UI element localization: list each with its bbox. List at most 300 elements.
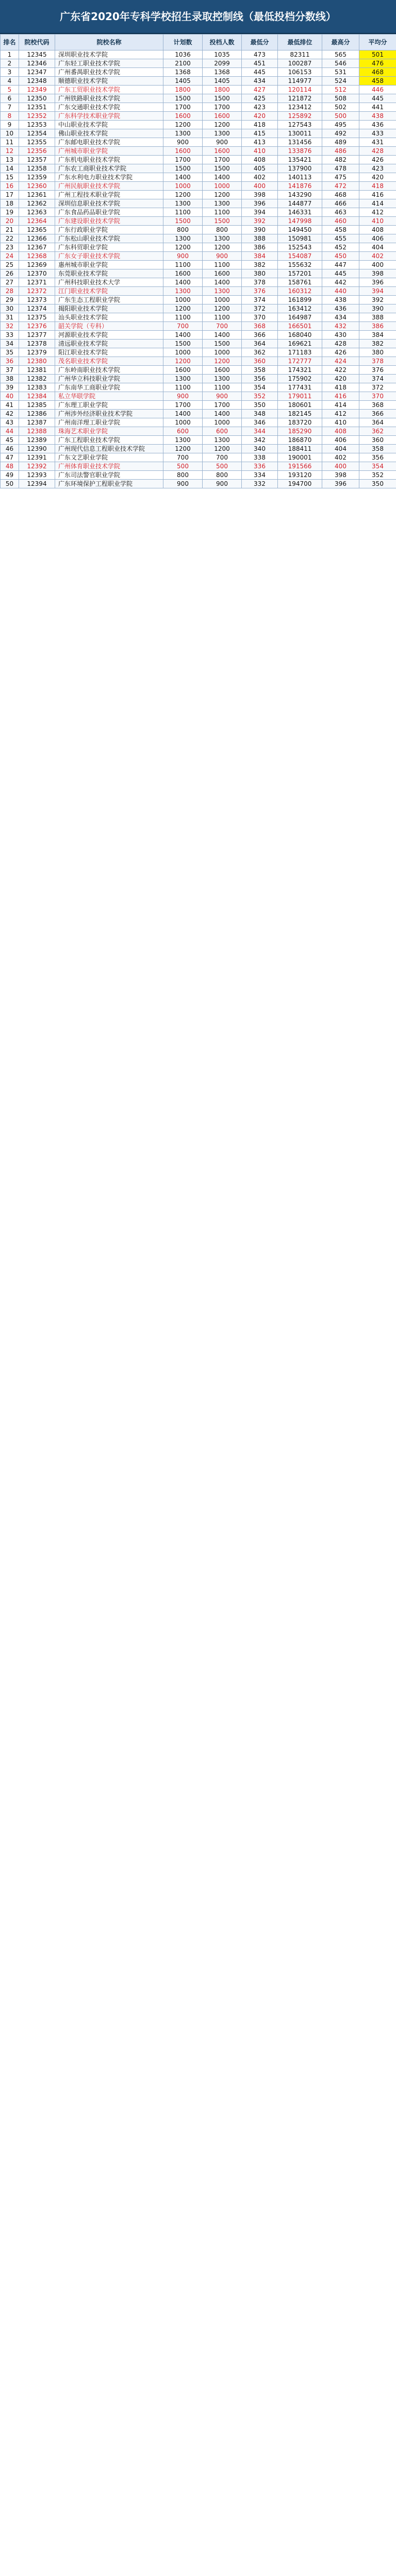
cell-admitted: 1000 [203,182,242,191]
cell-name: 广东食品药品职业学院 [55,208,163,217]
cell-admitted: 1400 [203,173,242,182]
cell-code: 12393 [19,471,55,480]
table-row [1,199,396,208]
cell-min: 382 [242,261,278,269]
cell-plan: 1200 [163,191,203,199]
cell-name: 江门职业技术学院 [55,287,163,296]
cell-min: 427 [242,86,278,94]
cell-max: 440 [322,287,359,296]
cell-rank_min: 152543 [278,243,322,252]
cell-avg: 446 [359,86,396,94]
table-row [1,156,396,164]
cell-admitted: 1700 [203,103,242,112]
cell-max: 432 [322,322,359,331]
cell-min: 398 [242,191,278,199]
cell-plan: 1500 [163,217,203,226]
cell-name: 广州科技职业技术大学 [55,278,163,287]
cell-code: 12374 [19,304,55,313]
cell-name: 广东岭南职业技术学院 [55,366,163,375]
column-header: 院校代码 [19,35,55,50]
cell-max: 466 [322,199,359,208]
cell-avg: 402 [359,252,396,261]
cell-min: 364 [242,340,278,348]
cell-admitted: 1400 [203,331,242,340]
table-row [1,261,396,269]
cell-admitted: 1600 [203,147,242,156]
table-row [1,331,396,340]
cell-min: 352 [242,392,278,401]
cell-max: 442 [322,278,359,287]
table-row [1,173,396,182]
table-row [1,462,396,471]
cell-rank: 11 [1,138,19,147]
cell-rank: 4 [1,77,19,86]
cell-code: 12385 [19,401,55,410]
cell-min: 420 [242,112,278,121]
cell-code: 12352 [19,112,55,121]
cell-avg: 433 [359,129,396,138]
cell-rank_min: 127543 [278,121,322,129]
cell-name: 广州铁路职业技术学院 [55,94,163,103]
cell-rank_min: 191566 [278,462,322,471]
cell-name: 深圳职业技术学院 [55,50,163,59]
cell-rank: 30 [1,304,19,313]
cell-code: 12351 [19,103,55,112]
table-row [1,445,396,453]
cell-avg: 356 [359,453,396,462]
cell-rank: 26 [1,269,19,278]
table-row [1,129,396,138]
column-header: 投档人数 [203,35,242,50]
table-row [1,50,396,59]
cell-rank: 38 [1,375,19,383]
cell-code: 12384 [19,392,55,401]
cell-avg: 364 [359,418,396,427]
cell-min: 378 [242,278,278,287]
column-header: 院校名称 [55,35,163,50]
cell-avg: 441 [359,103,396,112]
cell-code: 12372 [19,287,55,296]
cell-min: 380 [242,269,278,278]
cell-avg: 386 [359,322,396,331]
cell-rank_min: 114977 [278,77,322,86]
cell-admitted: 1300 [203,129,242,138]
cell-max: 426 [322,348,359,357]
cell-max: 438 [322,296,359,304]
cell-min: 415 [242,129,278,138]
table-row [1,392,396,401]
cell-rank_min: 130011 [278,129,322,138]
cell-rank_min: 149450 [278,226,322,234]
cell-max: 402 [322,453,359,462]
cell-code: 12389 [19,436,55,445]
cell-avg: 400 [359,261,396,269]
cell-code: 12379 [19,348,55,357]
cell-code: 12360 [19,182,55,191]
cell-name: 广东松山职业技术学院 [55,234,163,243]
cell-min: 354 [242,383,278,392]
column-header: 最高分 [322,35,359,50]
cell-rank: 49 [1,471,19,480]
cell-code: 12355 [19,138,55,147]
cell-admitted: 900 [203,138,242,147]
table-row [1,480,396,488]
cell-rank_min: 147998 [278,217,322,226]
table-row [1,340,396,348]
cell-min: 360 [242,357,278,366]
cell-rank: 46 [1,445,19,453]
cell-avg: 404 [359,243,396,252]
cell-rank: 48 [1,462,19,471]
table-row [1,121,396,129]
table-row [1,252,396,261]
cell-min: 344 [242,427,278,436]
cell-admitted: 1300 [203,375,242,383]
cell-avg: 388 [359,313,396,322]
cell-name: 广州民航职业技术学院 [55,182,163,191]
cell-plan: 1500 [163,94,203,103]
cell-plan: 1300 [163,199,203,208]
cell-rank: 41 [1,401,19,410]
cell-rank_min: 166501 [278,322,322,331]
cell-plan: 1600 [163,112,203,121]
cell-admitted: 700 [203,453,242,462]
cell-name: 东莞职业技术学院 [55,269,163,278]
cell-avg: 410 [359,217,396,226]
cell-max: 478 [322,164,359,173]
column-header: 最低排位 [278,35,322,50]
cell-rank: 47 [1,453,19,462]
table-row [1,357,396,366]
table-row [1,208,396,217]
cell-rank_min: 154087 [278,252,322,261]
cell-avg: 394 [359,287,396,296]
cell-rank_min: 144877 [278,199,322,208]
cell-avg: 390 [359,304,396,313]
cell-min: 368 [242,322,278,331]
table-row [1,410,396,418]
cell-rank_min: 143290 [278,191,322,199]
cell-name: 汕头职业技术学院 [55,313,163,322]
cell-name: 广东女子职业技术学院 [55,252,163,261]
cell-avg: 362 [359,427,396,436]
cell-avg: 431 [359,138,396,147]
cell-rank: 14 [1,164,19,173]
cell-admitted: 900 [203,252,242,261]
cell-code: 12377 [19,331,55,340]
cell-rank: 31 [1,313,19,322]
cell-name: 广州南洋理工职业学院 [55,418,163,427]
cell-rank: 50 [1,480,19,488]
cell-code: 12362 [19,199,55,208]
table-row [1,243,396,252]
cell-avg: 366 [359,410,396,418]
cell-plan: 1405 [163,77,203,86]
cell-rank_min: 155632 [278,261,322,269]
cell-code: 12354 [19,129,55,138]
cell-min: 372 [242,304,278,313]
cell-rank: 42 [1,410,19,418]
cell-code: 12357 [19,156,55,164]
table-row [1,112,396,121]
cell-plan: 1300 [163,436,203,445]
cell-code: 12364 [19,217,55,226]
cell-max: 436 [322,304,359,313]
cell-min: 370 [242,313,278,322]
cell-name: 广东生态工程职业学院 [55,296,163,304]
cell-admitted: 1300 [203,234,242,243]
table-row [1,77,396,86]
cell-max: 455 [322,234,359,243]
cell-min: 388 [242,234,278,243]
cell-rank: 17 [1,191,19,199]
cell-max: 500 [322,112,359,121]
cell-rank_min: 186870 [278,436,322,445]
cell-name: 广东水利电力职业技术学院 [55,173,163,182]
cell-min: 342 [242,436,278,445]
cell-min: 366 [242,331,278,340]
table-row [1,147,396,156]
cell-max: 495 [322,121,359,129]
cell-code: 12361 [19,191,55,199]
cell-name: 广州番禺职业技术学院 [55,68,163,77]
cell-min: 358 [242,366,278,375]
cell-min: 346 [242,418,278,427]
cell-admitted: 1600 [203,112,242,121]
cell-admitted: 1100 [203,208,242,217]
cell-max: 508 [322,94,359,103]
table-header [1,35,396,50]
cell-plan: 800 [163,226,203,234]
cell-avg: 438 [359,112,396,121]
cell-admitted: 1100 [203,383,242,392]
cell-max: 463 [322,208,359,217]
cell-name: 惠州城市职业学院 [55,261,163,269]
cell-rank_min: 125892 [278,112,322,121]
cell-name: 广东农工商职业技术学院 [55,164,163,173]
cell-admitted: 800 [203,226,242,234]
cell-rank: 43 [1,418,19,427]
cell-code: 12390 [19,445,55,453]
cell-avg: 378 [359,357,396,366]
cell-avg: 372 [359,383,396,392]
cell-rank_min: 150981 [278,234,322,243]
cell-name: 河源职业技术学院 [55,331,163,340]
cell-rank_min: 121872 [278,94,322,103]
cell-rank_min: 185290 [278,427,322,436]
table-row [1,366,396,375]
cell-admitted: 1000 [203,418,242,427]
cell-code: 12394 [19,480,55,488]
cell-rank: 45 [1,436,19,445]
cell-plan: 1000 [163,418,203,427]
cell-plan: 1300 [163,375,203,383]
cell-max: 452 [322,243,359,252]
cell-code: 12368 [19,252,55,261]
cell-rank: 5 [1,86,19,94]
table-row [1,313,396,322]
cell-max: 447 [322,261,359,269]
cell-rank_min: 160312 [278,287,322,296]
cell-rank: 3 [1,68,19,77]
cell-rank: 10 [1,129,19,138]
table-row [1,304,396,313]
cell-max: 410 [322,418,359,427]
cell-plan: 1400 [163,173,203,182]
cell-avg: 423 [359,164,396,173]
cell-rank: 29 [1,296,19,304]
cell-max: 445 [322,269,359,278]
cell-plan: 900 [163,480,203,488]
cell-plan: 1400 [163,410,203,418]
table-row [1,191,396,199]
page-title: 广东省2020年专科学校招生录取控制线（最低投档分数线） [0,0,396,34]
cell-min: 332 [242,480,278,488]
cell-rank: 8 [1,112,19,121]
cell-avg: 412 [359,208,396,217]
table-row [1,138,396,147]
table-row [1,269,396,278]
cell-code: 12388 [19,427,55,436]
table-row [1,103,396,112]
cell-max: 418 [322,383,359,392]
cell-max: 416 [322,392,359,401]
cell-name: 广东机电职业技术学院 [55,156,163,164]
table-row [1,296,396,304]
cell-code: 12359 [19,173,55,182]
table-row [1,375,396,383]
cell-admitted: 1500 [203,94,242,103]
cell-min: 451 [242,59,278,68]
cell-min: 402 [242,173,278,182]
cell-code: 12375 [19,313,55,322]
cell-rank: 37 [1,366,19,375]
cell-min: 356 [242,375,278,383]
cell-avg: 382 [359,340,396,348]
cell-avg: 406 [359,234,396,243]
cell-plan: 1600 [163,147,203,156]
cell-plan: 1500 [163,164,203,173]
cell-rank_min: 193120 [278,471,322,480]
cell-admitted: 1700 [203,401,242,410]
cell-rank: 1 [1,50,19,59]
cell-plan: 1700 [163,156,203,164]
cell-rank_min: 177431 [278,383,322,392]
cell-plan: 1400 [163,278,203,287]
cell-max: 396 [322,480,359,488]
cell-rank_min: 131456 [278,138,322,147]
cell-rank_min: 169621 [278,340,322,348]
cell-plan: 1600 [163,269,203,278]
cell-rank_min: 123412 [278,103,322,112]
cell-plan: 1036 [163,50,203,59]
cell-plan: 1600 [163,366,203,375]
cell-name: 清远职业技术学院 [55,340,163,348]
cell-plan: 1800 [163,86,203,94]
cell-avg: 436 [359,121,396,129]
cell-min: 445 [242,68,278,77]
cell-rank: 7 [1,103,19,112]
cell-plan: 1300 [163,234,203,243]
cell-name: 顺德职业技术学院 [55,77,163,86]
cell-name: 广东交通职业技术学院 [55,103,163,112]
cell-max: 404 [322,445,359,453]
cell-name: 广东理工职业学院 [55,401,163,410]
cell-name: 私立华联学院 [55,392,163,401]
cell-plan: 1700 [163,401,203,410]
cell-min: 376 [242,287,278,296]
cell-min: 350 [242,401,278,410]
cell-rank: 22 [1,234,19,243]
cell-plan: 800 [163,471,203,480]
table-row [1,436,396,445]
cell-max: 531 [322,68,359,77]
cell-admitted: 1000 [203,296,242,304]
cell-code: 12386 [19,410,55,418]
table-row [1,287,396,296]
table-row [1,471,396,480]
cell-max: 430 [322,331,359,340]
cell-code: 12356 [19,147,55,156]
cell-plan: 2100 [163,59,203,68]
table-row [1,234,396,243]
cell-rank_min: 194700 [278,480,322,488]
cell-min: 473 [242,50,278,59]
cell-code: 12380 [19,357,55,366]
cell-admitted: 1600 [203,269,242,278]
cell-rank_min: 158761 [278,278,322,287]
cell-admitted: 1300 [203,287,242,296]
cell-min: 362 [242,348,278,357]
column-header: 平均分 [359,35,396,50]
cell-rank_min: 135421 [278,156,322,164]
cell-min: 400 [242,182,278,191]
cell-admitted: 1400 [203,410,242,418]
cell-rank: 25 [1,261,19,269]
cell-admitted: 1700 [203,156,242,164]
cell-rank: 27 [1,278,19,287]
cell-rank: 15 [1,173,19,182]
cell-min: 434 [242,77,278,86]
cell-name: 珠海艺术职业学院 [55,427,163,436]
cell-plan: 900 [163,252,203,261]
cell-admitted: 1500 [203,164,242,173]
cell-code: 12382 [19,375,55,383]
table-row [1,418,396,427]
column-header: 计划数 [163,35,203,50]
cell-avg: 352 [359,471,396,480]
cell-rank: 36 [1,357,19,366]
cell-rank: 19 [1,208,19,217]
cell-rank_min: 179011 [278,392,322,401]
cell-rank: 23 [1,243,19,252]
cell-max: 512 [322,86,359,94]
cell-admitted: 1400 [203,278,242,287]
cell-plan: 1700 [163,103,203,112]
cell-min: 390 [242,226,278,234]
cell-max: 428 [322,340,359,348]
cell-admitted: 1200 [203,191,242,199]
table-row [1,226,396,234]
cell-rank: 44 [1,427,19,436]
cell-avg: 418 [359,182,396,191]
cell-plan: 600 [163,427,203,436]
cell-plan: 1400 [163,331,203,340]
table-row [1,278,396,287]
cell-rank_min: 100287 [278,59,322,68]
cell-plan: 1200 [163,304,203,313]
table-row [1,182,396,191]
